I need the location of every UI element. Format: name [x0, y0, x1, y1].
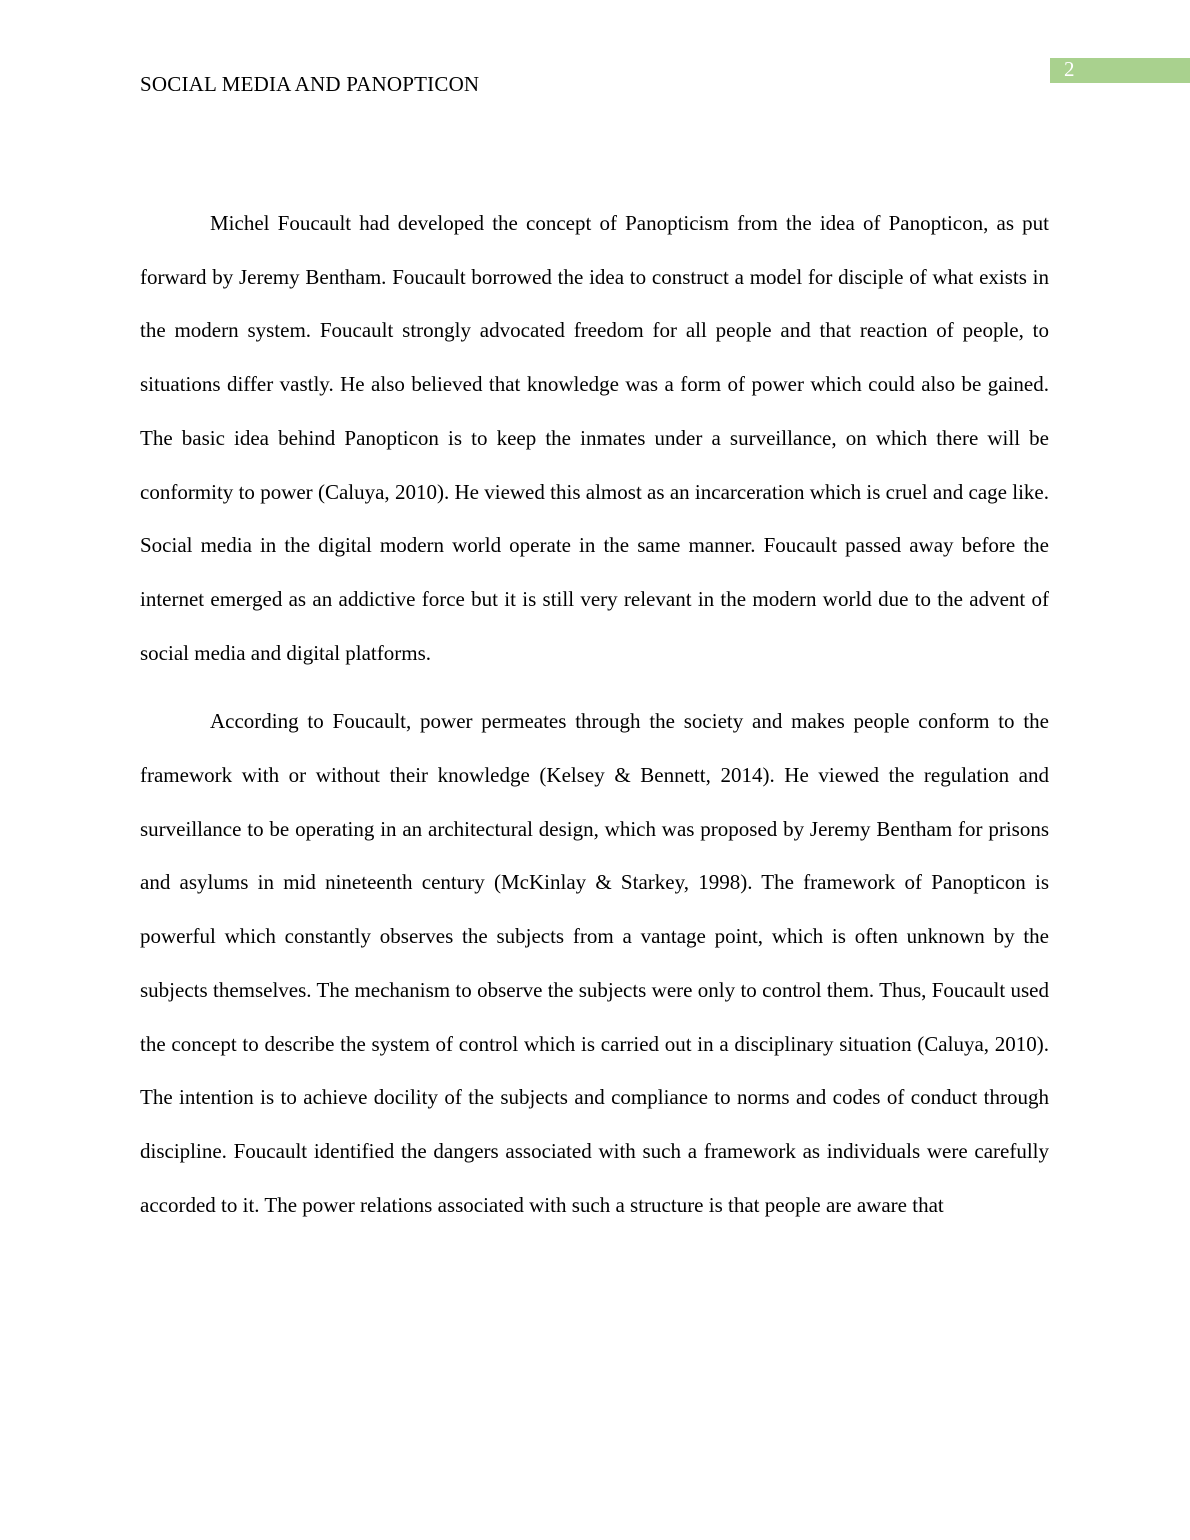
body-text — [140, 197, 1049, 1247]
running-head: SOCIAL MEDIA AND PANOPTICON — [140, 72, 480, 96]
paragraph-2: According to Foucault, power permeates through the society and makes people conform to the framework with or without their knowledge (Kelsey & Bennett, 2014). He viewed the regulation and surveillance to be operating in an architectural design, which was proposed by Jeremy Bentham for prisons and asylums in mid nineteenth century (McKinlay & Starkey, 1998). The framework of Panopticon is powerful which constantly observes the subjects from a vantage point, which is often unknown by the subjects themselves. The mechanism to observe the subjects were only to control them. Thus, Foucault used the concept to describe the system of control which is carried out in a disciplinary situation (Caluya, 2010). The intention is to achieve docility of the subjects and compliance to norms and codes of conduct through discipline. Foucault identified the dangers associated with such a framework as individuals were carefully accorded to it. The power relations associated with such a structure is that people are aware that — [140, 709, 1049, 1217]
page-number: 2 — [1064, 57, 1075, 81]
page-number-badge — [1050, 58, 1190, 83]
paragraph-1: Michel Foucault had developed the concept of Panopticism from the idea of Panopticon, as put forward by Jeremy Bentham. Foucault borrowed the idea to construct a model for disciple of what exists in the modern system. Foucault strongly advocated freedom for all people and that reaction of people, to situations differ vastly. He also believed that knowledge was a form of power which could also be gained. The basic idea behind Panopticon is to keep the inmates under a surveillance, on which there will be conformity to power (Caluya, 2010). He viewed this almost as an incarceration which is cruel and cage like. Social media in the digital modern world operate in the same manner. Foucault passed away before the internet emerged as an addictive force but it is still very relevant in the modern world due to the advent of social media and digital platforms. — [140, 211, 1049, 665]
